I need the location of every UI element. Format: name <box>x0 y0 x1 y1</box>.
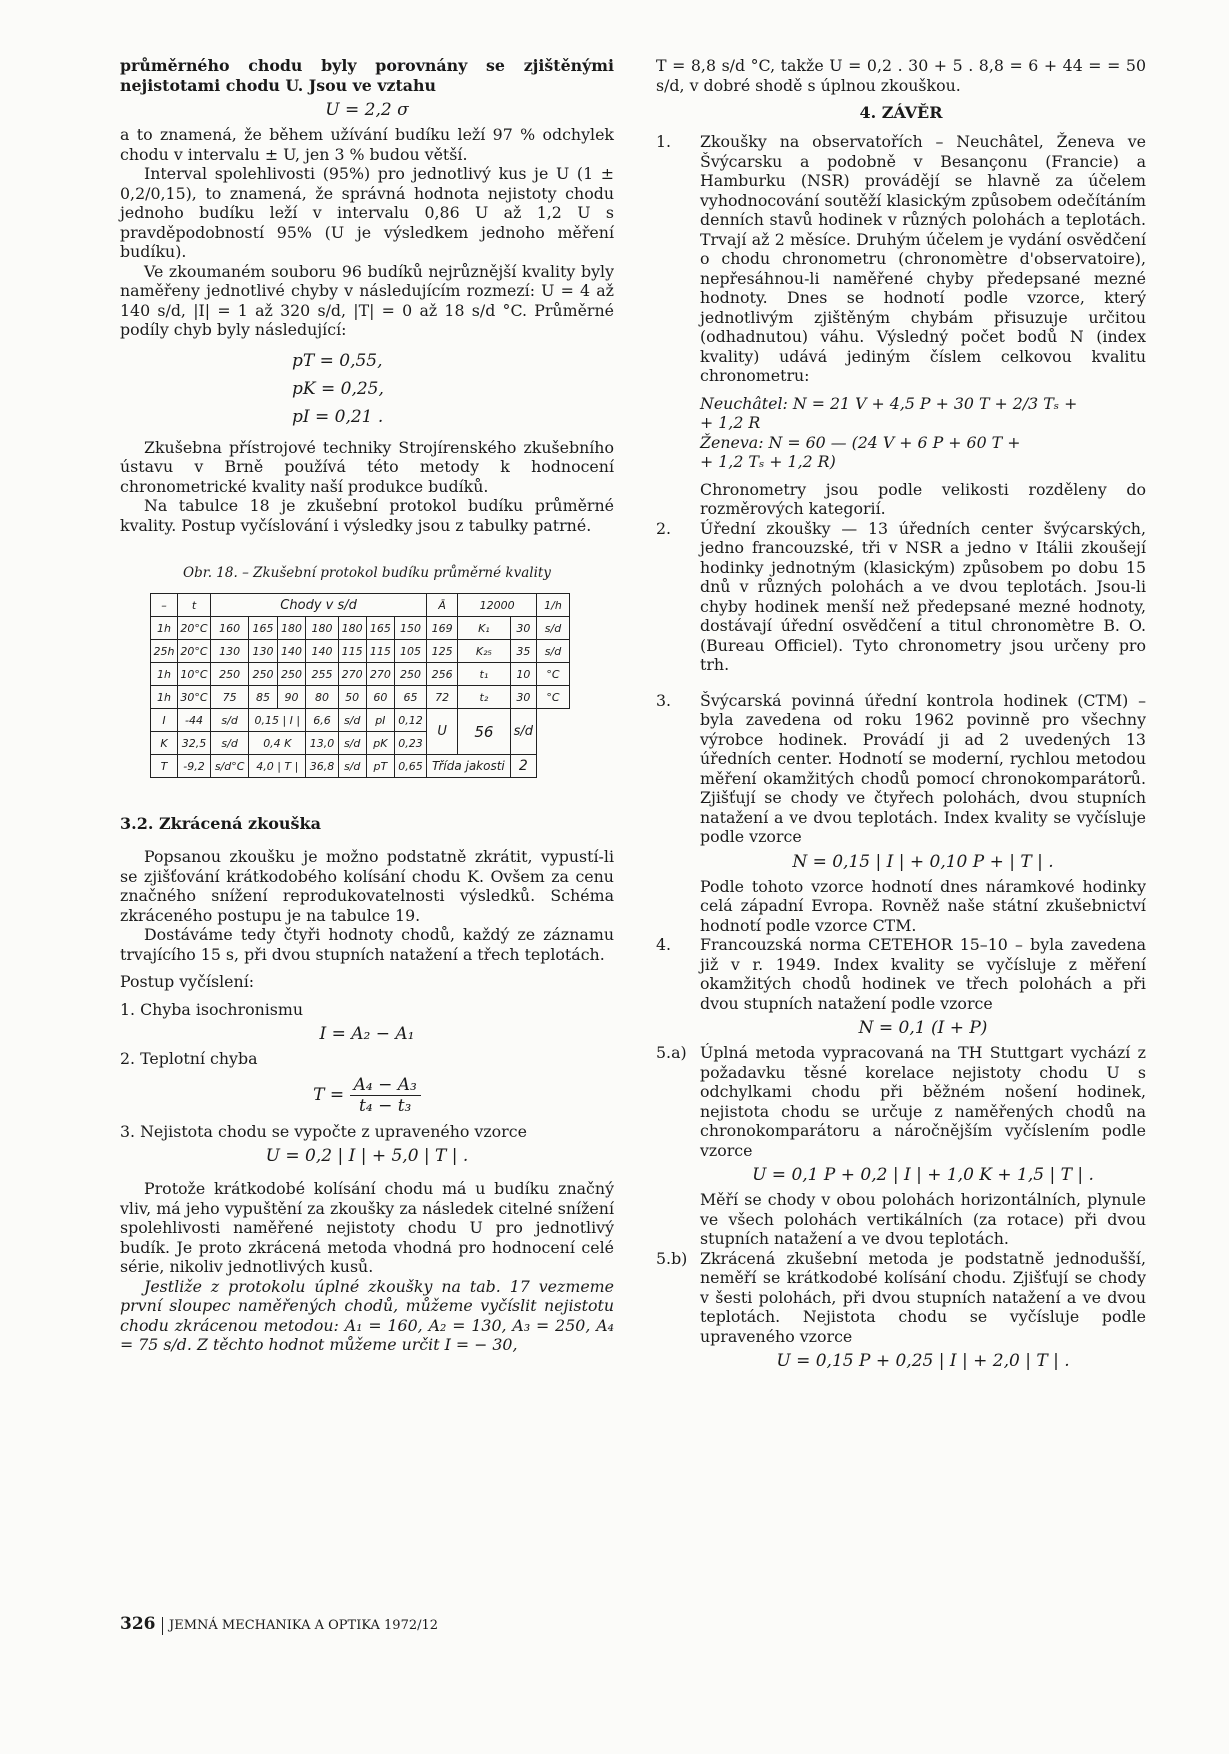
section-heading: 3.2. Zkrácená zkouška <box>120 814 321 833</box>
table-row <box>151 709 570 732</box>
table-cell: 30 <box>510 617 536 640</box>
formula: Ženeva: N = 60 — (24 V + 6 P + 60 T + <box>700 432 1021 452</box>
paragraph: Ve zkoumaném souboru 96 budíků nejrůznější kvality byly naměřeny jednotlivé chyby v následujícím rozmezí: U = 4 až 140 s/d, |I| = 1 až 320 s/d, |T| = 0 až 18 s/d °C. Průměrné podíly chyb byly následující: <box>120 261 614 339</box>
table-cell: 256 <box>427 663 458 686</box>
equation: U = 0,15 P + 0,25 | I | + 2,0 | T | . <box>776 1351 1070 1371</box>
equation: pT = 0,55, <box>292 350 383 371</box>
table-row <box>151 663 570 686</box>
table-cell: 10°C <box>178 663 211 686</box>
formula: + 1,2 Tₛ + 1,2 R) <box>700 452 836 471</box>
table-cell: s/d°C <box>211 755 249 778</box>
fraction-equation <box>120 1075 614 1116</box>
paragraph: Měří se chody v obou polohách horizontálních, plynule ve všech polohách vertikálních (za rotace) při dvou stupních natažení a ve dvou teplotách. <box>700 1190 1146 1248</box>
paragraph: Zkušebna přístrojové techniky Strojírenského zkušebního ústavu v Brně používá této metody k hodnocení chronometrické kvality naší produkce budíků. <box>120 437 614 496</box>
table-cell: t <box>178 594 211 617</box>
table-cell: 30 <box>510 686 536 709</box>
paragraph: Na tabulce 18 je zkušební protokol budíku průměrné kvality. Postup vyčíslování i výsledky jsou z tabulky patrné. <box>120 496 614 535</box>
table-cell: pK <box>366 732 394 755</box>
table-cell: 50 <box>338 686 366 709</box>
list-item <box>656 691 1146 936</box>
table-cell: 1h <box>151 663 178 686</box>
table-cell: 35 <box>510 640 536 663</box>
table-cell: 65 <box>394 686 426 709</box>
equation: U = 2,2 σ <box>325 100 409 120</box>
formula: Neuchâtel: N = 21 V + 4,5 P + 30 T + 2/3 Tₛ + <box>700 393 1078 413</box>
paragraph: Postup vyčíslení: <box>120 972 255 991</box>
table-cell: 0,4 K <box>249 732 306 755</box>
table-cell: 130 <box>211 640 249 663</box>
table-cell: s/d <box>338 732 366 755</box>
table-row <box>151 640 570 663</box>
table-cell: -9,2 <box>178 755 211 778</box>
table-cell: s/d <box>338 709 366 732</box>
table-cell: s/d <box>510 709 536 755</box>
table-cell: s/d <box>537 617 570 640</box>
table-cell: 140 <box>306 640 338 663</box>
table-cell: 150 <box>394 617 426 640</box>
list-item: 3. Nejistota chodu se vypočte z upraveného vzorce <box>120 1121 527 1141</box>
list-number: 4. <box>656 935 672 954</box>
table-cell: 0,12 <box>394 709 426 732</box>
table-cell: 180 <box>277 617 306 640</box>
list-item <box>656 1249 1146 1373</box>
paragraph: Švýcarská povinná úřední kontrola hodinek (CTM) – byla zavedena od roku 1962 povinně pro všechny výrobce hodinek. Provádí ji ad 2 uvedených 13 úředních center. Hodnotí se moderní, rychlou metodou měření okamžitých chodů pomocí chronokomparátorů. Zjišťují se chody ve čtyřech polohách, dvou stupních natažení a ve dvou teplotách. Index kvality se vyčísluje podle vzorce <box>700 690 1146 846</box>
section-heading: 4. ZÁVĚR <box>859 103 943 122</box>
table-cell: s/d <box>211 709 249 732</box>
table-cell: °C <box>537 663 570 686</box>
table-cell: 140 <box>277 640 306 663</box>
table-cell: 1h <box>151 686 178 709</box>
table-row <box>151 617 570 640</box>
table-cell: 60 <box>366 686 394 709</box>
table-cell: 13,0 <box>306 732 338 755</box>
paragraph: Úřední zkoušky — 13 úředních center švýcarských, jedno francouzské, tři v NSR a jedno v Itálii zkoušejí hodinky jednotným (klasickým) způsobem po dobu 15 dnů v různých polohách a ve dvou teplotách. Jsou-li chyby hodinek menší než předepsané mezné hodnoty, dostávají úřední osvědčení a titul chronomètre B. O. (Bureau Officiel). Tyto chronometry jsou určeny pro trh. <box>700 518 1146 674</box>
equation: U = 0,2 | I | + 5,0 | T | . <box>265 1146 469 1166</box>
table-cell: 255 <box>306 663 338 686</box>
table-row <box>151 755 570 778</box>
paragraph: Chronometry jsou podle velikosti rozděleny do rozměrových kategorií. <box>700 479 1146 518</box>
table-cell: 270 <box>366 663 394 686</box>
table-cell: s/d <box>537 640 570 663</box>
equation-lhs: T = <box>313 1084 345 1105</box>
paragraph: Popsanou zkoušku je možno podstatně zkrátit, vypustí-li se zjišťování krátkodobého kolísání chodu K. Ovšem za cenu značného snížení reprodukovatelnosti výsledků. Schéma zkráceného postupu je na tabulce 19. <box>120 847 614 925</box>
journal-name: JEMNÁ MECHANIKA A OPTIKA 1972/12 <box>169 1618 439 1633</box>
table-cell: 1h <box>151 617 178 640</box>
table-cell: I <box>151 709 178 732</box>
list-item: 2. Teplotní chyba <box>120 1049 258 1068</box>
table-cell: 270 <box>338 663 366 686</box>
table-cell: t₁ <box>458 663 510 686</box>
table-cell: 6,6 <box>306 709 338 732</box>
list-item <box>656 132 1146 519</box>
table-cell: 165 <box>366 617 394 640</box>
list-number: 2. <box>656 518 672 538</box>
paragraph: Zkoušky na observatořích – Neuchâtel, Ženeva ve Švýcarsku a podobně v Besançonu (Francie) a Hamburku (NSR) provádějí se hlavně za účelem vyhodnocování soutěží klasickým způsobem odečítáním denních stavů hodinek v různých polohách a teplotách. Trvají až 2 měsíce. Druhým účelem je vydání osvědčení o chodu chronometru (chronomètre d'observatoire), nepřesáhnou-li naměřené chyby předepsané mezné hodnoty. Dnes se hodnotí podle vzorce, který jednotlivým zjištěným chybám přisuzuje určitou (odhadnutou) váhu. Výsledný počet bodů N (index kvality) udává jediným číslem celkovou kvalitu chronometru: <box>700 132 1146 385</box>
table-cell: U <box>427 709 458 755</box>
table-cell: 72 <box>427 686 458 709</box>
table-cell: 2 <box>510 755 536 778</box>
paragraph: Interval spolehlivosti (95%) pro jednotlivý kus je U (1 ± 0,2/0,15), to znamená, že správná hodnota nejistoty chodu jednoho budíku leží v intervalu 0,86 U až 1,2 U s pravděpodobností 95% (U je výsledkem jednoho měření budíku). <box>120 164 614 261</box>
list-number: 5.b) <box>656 1248 688 1268</box>
table-cell: 25h <box>151 640 178 663</box>
table-cell: 85 <box>249 686 278 709</box>
table-cell: 0,15 | I | <box>249 709 306 732</box>
table-cell: 0,65 <box>394 755 426 778</box>
table-cell: 180 <box>338 617 366 640</box>
paragraph: Podle tohoto vzorce hodnotí dnes náramkové hodinky celá západní Evropa. Rovněž naše státní zkušebnictví hodnotí podle vzorce CTM. <box>700 876 1146 935</box>
table-cell: 80 <box>306 686 338 709</box>
equation: U = 0,1 P + 0,2 | I | + 1,0 K + 1,5 | T | . <box>752 1165 1094 1185</box>
table-cell: 36,8 <box>306 755 338 778</box>
list-item <box>656 935 1146 1039</box>
paragraph: T = 8,8 s/d °C, takže U = 0,2 . 30 + 5 . 8,8 = 6 + 44 = = 50 s/d, v dobré shodě s úplnou zkouškou. <box>656 56 1146 95</box>
right-column <box>656 56 1146 1376</box>
list-item <box>656 1043 1146 1249</box>
table-cell: -44 <box>178 709 211 732</box>
list-item: 1. Chyba isochronismu <box>120 999 304 1019</box>
table-cell: 90 <box>277 686 306 709</box>
table-cell: pI <box>366 709 394 732</box>
table-header-row <box>151 594 570 617</box>
table-cell: Ā <box>427 594 458 617</box>
table-cell: K₂₅ <box>458 640 510 663</box>
table-cell: 30°C <box>178 686 211 709</box>
table-cell: T <box>151 755 178 778</box>
left-column <box>120 56 614 1355</box>
list-item <box>656 519 1146 675</box>
table-cell: 125 <box>427 640 458 663</box>
table-cell: 250 <box>249 663 278 686</box>
fraction-numerator: A₄ − A₃ <box>350 1075 421 1096</box>
figure-caption: Obr. 18. – Zkušební protokol budíku průměrné kvality <box>183 565 551 581</box>
page-footer <box>120 1614 438 1635</box>
list-number: 1. <box>656 132 672 151</box>
table-cell: 20°C <box>178 617 211 640</box>
table-cell: 169 <box>427 617 458 640</box>
fraction <box>350 1075 421 1116</box>
table-cell: s/d <box>338 755 366 778</box>
equation: N = 0,15 | I | + 0,10 P + | T | . <box>792 851 1054 872</box>
table-cell: 4,0 | T | <box>249 755 306 778</box>
table-cell: s/d <box>211 732 249 755</box>
table-cell: pT <box>366 755 394 778</box>
table-cell: 32,5 <box>178 732 211 755</box>
table-row <box>151 686 570 709</box>
table-cell: °C <box>537 686 570 709</box>
table-cell: t₂ <box>458 686 510 709</box>
fraction-denominator: t₄ − t₃ <box>359 1095 412 1116</box>
table-cell: 115 <box>366 640 394 663</box>
table-cell: Třída jakosti <box>427 755 510 778</box>
table-cell: K₁ <box>458 617 510 640</box>
table-cell: 250 <box>211 663 249 686</box>
list-number: 3. <box>656 690 672 710</box>
table-cell: 115 <box>338 640 366 663</box>
table-cell: 165 <box>249 617 278 640</box>
equation: pI = 0,21 . <box>292 406 384 427</box>
table-cell: 160 <box>211 617 249 640</box>
table-cell: 75 <box>211 686 249 709</box>
equation: I = A₂ − A₁ <box>319 1024 415 1044</box>
paragraph: a to znamená, že během užívání budíku leží 97 % odchylek chodu v intervalu ± U, jen 3 % budou větší. <box>120 125 614 164</box>
paragraph: Úplná metoda vypracovaná na TH Stuttgart vychází z požadavku těsné korelace nejistoty chodu U s odchylkami chodu při běžném nošení hodinek, nejistota chodu se určuje z naměřených chodů na chronokomparátoru a náročnějším vyčíslením podle vzorce <box>700 1043 1146 1160</box>
table-cell: – <box>151 594 178 617</box>
table-cell: 56 <box>458 709 510 755</box>
table-cell: 250 <box>277 663 306 686</box>
table-cell: 105 <box>394 640 426 663</box>
table-cell: 12000 <box>458 594 537 617</box>
table-cell: 10 <box>510 663 536 686</box>
table-cell: K <box>151 732 178 755</box>
paragraph: Zkrácená zkušební metoda je podstatně jednodušší, neměří se krátkodobé kolísání chodu. Zjišťují se chody v šesti polohách, při dvou stupních natažení a ve dvou teplotách. Nejistota chodu se vyčísluje podle upraveného vzorce <box>700 1248 1146 1346</box>
equation: pK = 0,25, <box>292 378 384 399</box>
paragraph: Dostáváme tedy čtyři hodnoty chodů, každý ze záznamu trvajícího 15 s, při dvou stupních natažení a třech teplotách. <box>120 925 614 964</box>
table-cell: 1/h <box>537 594 570 617</box>
table-cell: 20°C <box>178 640 211 663</box>
formula: + 1,2 R <box>700 413 761 432</box>
list-number: 5.a) <box>656 1043 687 1062</box>
protocol-table <box>150 593 570 778</box>
paragraph: Jestliže z protokolu úplné zkoušky na tab. 17 vezmeme první sloupec naměřených chodů, můžeme vyčíslit nejistotu chodu zkrácenou metodou: A₁ = 160, A₂ = 130, A₃ = 250, A₄ = 75 s/d. Z těchto hodnot můžeme určit I = − 30, <box>120 1276 614 1354</box>
equation: N = 0,1 (I + P) <box>858 1018 988 1038</box>
table-cell: 180 <box>306 617 338 640</box>
table-cell: Chody v s/d <box>211 594 427 617</box>
paragraph: Francouzská norma CETEHOR 15–10 – byla zavedena již v r. 1949. Index kvality se vyčísluje z měření okamžitých chodů hodinek ve třech polohách a při dvou stupních natažení podle vzorce <box>700 935 1146 1013</box>
table-cell: 0,23 <box>394 732 426 755</box>
page-number: 326 <box>120 1614 156 1634</box>
table-cell: 250 <box>394 663 426 686</box>
paragraph: Protože krátkodobé kolísání chodu má u budíku značný vliv, má jeho vypuštění za zkoušky za následek citelné snížení spolehlivosti naměřené nejistoty chodu U pro jednotlivý budík. Je proto zkrácená metoda vhodná pro hodnocení celé série, nikoliv jednotlivých kusů. <box>120 1179 614 1276</box>
table-cell: 130 <box>249 640 278 663</box>
paragraph: průměrného chodu byly porovnány se zjištěnými nejistotami chodu U. Jsou ve vztahu <box>120 56 614 95</box>
